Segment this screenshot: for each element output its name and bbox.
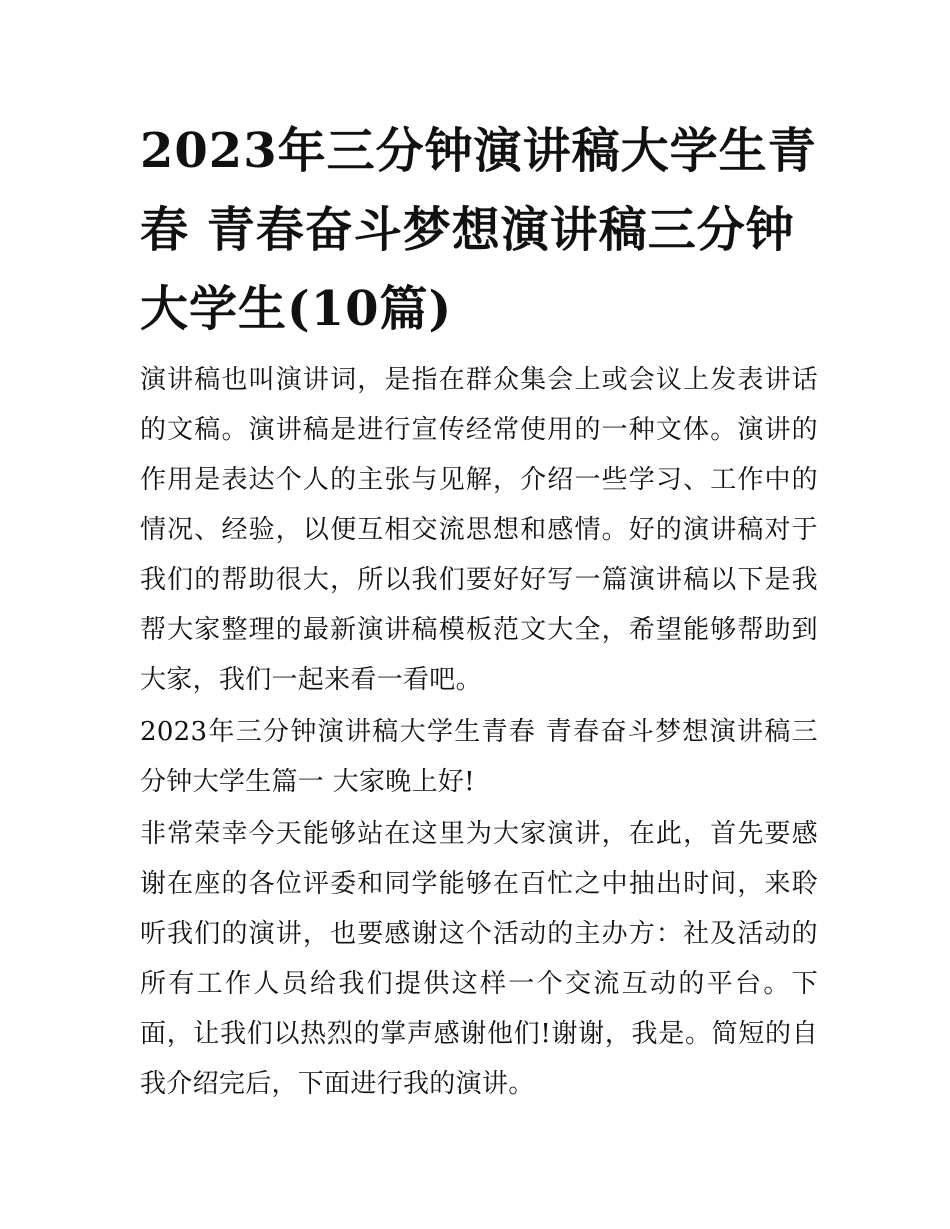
section-heading: 2023年三分钟演讲稿大学生青春 青春奋斗梦想演讲稿三分钟大学生篇一 大家晚上好! (140, 717, 818, 797)
body-paragraph: 非常荣幸今天能够站在这里为大家演讲，在此，首先要感谢在座的各位评委和同学能够在百忙之中抽出时间，来聆听我们的演讲，也要感谢这个活动的主办方：社及活动的所有工作人员给我们提供这样一个交流互动的平台。下面，让我们以热烈的掌声感谢他们!谢谢，我是。简短的自我介绍完后，下面进行我的演讲。 (140, 819, 818, 1099)
intro-paragraph: 演讲稿也叫演讲词，是指在群众集会上或会议上发表讲话的文稿。演讲稿是进行宣传经常使用的一种文体。演讲的作用是表达个人的主张与见解，介绍一些学习、工作中的情况、经验，以便互相交流思想和感情。好的演讲稿对于我们的帮助很大，所以我们要好好写一篇演讲稿以下是我帮大家整理的最新演讲稿模板范文大全，希望能够帮助到大家，我们一起来看一看吧。 (140, 365, 818, 695)
document-title: 2023年三分钟演讲稿大学生青春 青春奋斗梦想演讲稿三分钟大学生(10篇) (140, 123, 817, 337)
document-content (140, 112, 818, 1109)
